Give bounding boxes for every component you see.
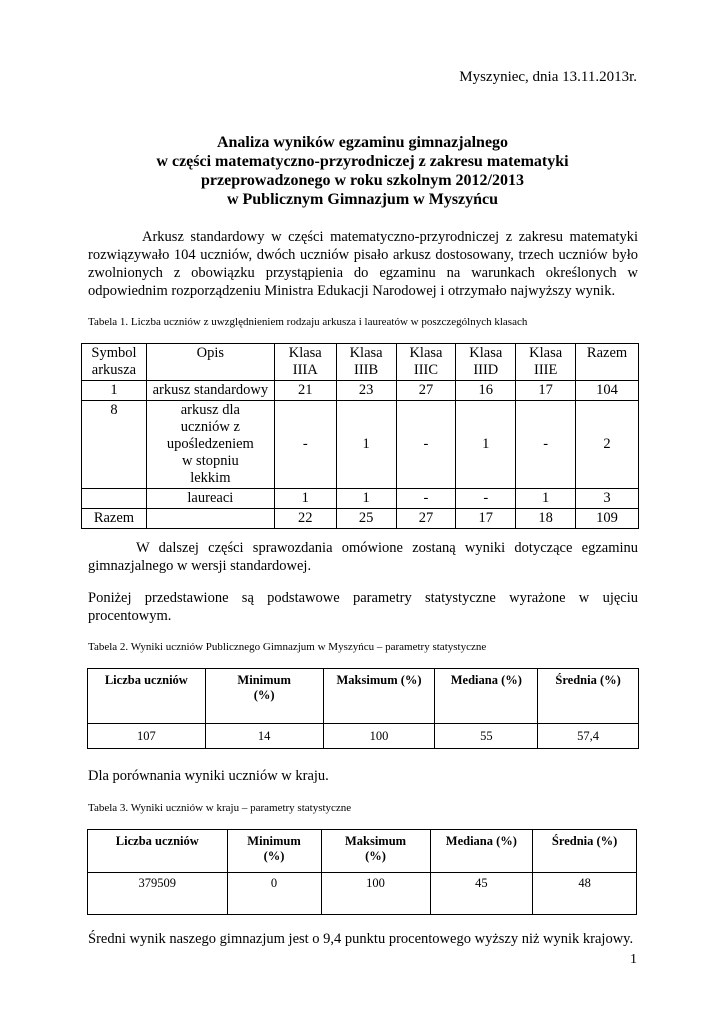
table-cell: 16 <box>456 381 516 401</box>
table-cell: 379509 <box>88 873 228 915</box>
table-cell: 23 <box>336 381 396 401</box>
table-cell: 57,4 <box>538 724 639 749</box>
table-cell: 45 <box>430 873 533 915</box>
table-cell: - <box>456 489 516 509</box>
header-klasa-iiid: Klasa IIID <box>456 344 516 381</box>
header-liczba-uczniow: Liczba uczniów <box>88 669 206 724</box>
header-klasa-iiie: Klasa IIIE <box>516 344 576 381</box>
header-opis: Opis <box>146 344 274 381</box>
table-cell: 0 <box>227 873 321 915</box>
document-date: Myszyniec, dnia 13.11.2013r. <box>459 69 637 85</box>
table-cell: 48 <box>533 873 637 915</box>
table-row <box>82 509 639 529</box>
table-cell: 104 <box>576 381 639 401</box>
table-cell: 27 <box>396 509 456 529</box>
table-cell <box>82 489 147 509</box>
header-mediana: Mediana (%) <box>435 669 538 724</box>
table2 <box>87 668 639 749</box>
header-razem: Razem <box>576 344 639 381</box>
table-cell: 27 <box>396 381 456 401</box>
header-maksimum: Maksimum (%) <box>323 669 435 724</box>
table-cell: 55 <box>435 724 538 749</box>
header-minimum: Minimum (%) <box>205 669 323 724</box>
table-cell: 1 <box>274 489 336 509</box>
table-cell: 1 <box>82 381 147 401</box>
table-cell: 100 <box>323 724 435 749</box>
header-klasa-iiic: Klasa IIIC <box>396 344 456 381</box>
header-srednia: Średnia (%) <box>533 830 637 873</box>
conclusion: Średni wynik naszego gimnazjum jest o 9,4 punktu procentowego wyższy niż wynik krajowy. <box>88 931 634 947</box>
table-cell: - <box>396 489 456 509</box>
table-cell: 21 <box>274 381 336 401</box>
table-row <box>88 724 639 749</box>
paragraph-2: W dalszej części sprawozdania omówione zostaną wyniki dotyczące egzaminu gimnazjalnego w wersji standardowej. <box>88 540 638 574</box>
table1 <box>81 343 639 529</box>
title-line-4: w Publicznym Gimnazjum w Myszyńcu <box>226 191 499 208</box>
table-cell: 8 <box>82 401 147 489</box>
table-cell: arkusz dla uczniów z upośledzeniem w stopniu lekkim <box>146 401 274 489</box>
header-minimum: Minimum (%) <box>227 830 321 873</box>
table1-header-row <box>82 344 639 381</box>
table-cell: 107 <box>88 724 206 749</box>
title-line-3: przeprowadzonego w roku szkolnym 2012/2013 <box>201 172 524 189</box>
table-cell: 100 <box>321 873 430 915</box>
title-line-2: w części matematyczno-przyrodniczej z zakresu matematyki <box>156 153 569 170</box>
table-row <box>82 381 639 401</box>
paragraph-4: Dla porównania wyniki uczniów w kraju. <box>88 768 329 784</box>
table-cell: 3 <box>576 489 639 509</box>
table-cell: 25 <box>336 509 396 529</box>
header-symbol: Symbol arkusza <box>82 344 147 381</box>
intro-paragraph: Arkusz standardowy w części matematyczno-przyrodniczej z zakresu matematyki rozwiązywało 104 uczniów, dwóch uczniów pisało arkusz dostosowany, trzech uczniów było zwolnionych z obowiązku przystąpienia do egzaminu na warunkach określonych w odpowiednim rozporządzeniu Ministra Edukacji Narodowej i otrzymało najwyższy wynik. <box>88 229 638 299</box>
table-cell: laureaci <box>146 489 274 509</box>
table3-header-row <box>88 830 637 873</box>
table-cell: arkusz standardowy <box>146 381 274 401</box>
table-cell: 22 <box>274 509 336 529</box>
table-cell: 1 <box>336 401 396 489</box>
table-cell: - <box>274 401 336 489</box>
page-number: 1 <box>630 952 637 967</box>
title-line-1: Analiza wyników egzaminu gimnazjalnego <box>216 134 509 151</box>
table-cell: 2 <box>576 401 639 489</box>
header-klasa-iiia: Klasa IIIA <box>274 344 336 381</box>
header-liczba-uczniow: Liczba uczniów <box>88 830 228 873</box>
table3-caption: Tabela 3. Wyniki uczniów w kraju – parametry statystyczne <box>88 802 352 814</box>
table-cell: 17 <box>456 509 516 529</box>
table-cell: - <box>516 401 576 489</box>
table3 <box>87 829 637 915</box>
table-cell: Razem <box>82 509 147 529</box>
table-row <box>82 489 639 509</box>
table2-caption: Tabela 2. Wyniki uczniów Publicznego Gimnazjum w Myszyńcu – parametry statystyczne <box>88 641 487 653</box>
document-title <box>0 133 725 209</box>
table-cell <box>146 509 274 529</box>
table-cell: 17 <box>516 381 576 401</box>
table-cell: 18 <box>516 509 576 529</box>
table2-header-row <box>88 669 639 724</box>
table-cell: - <box>396 401 456 489</box>
table-row <box>82 401 639 489</box>
header-maksimum: Maksimum (%) <box>321 830 430 873</box>
table-cell: 109 <box>576 509 639 529</box>
header-klasa-iiib: Klasa IIIB <box>336 344 396 381</box>
header-mediana: Mediana (%) <box>430 830 533 873</box>
table-row <box>88 873 637 915</box>
table-cell: 1 <box>336 489 396 509</box>
table-cell: 1 <box>516 489 576 509</box>
header-srednia: Średnia (%) <box>538 669 639 724</box>
paragraph-3: Poniżej przedstawione są podstawowe parametry statystyczne wyrażone w ujęciu procentowym. <box>88 590 638 624</box>
table1-caption: Tabela 1. Liczba uczniów z uwzględnieniem rodzaju arkusza i laureatów w poszczególnych klasach <box>88 316 528 328</box>
table-cell: 14 <box>205 724 323 749</box>
table-cell: 1 <box>456 401 516 489</box>
